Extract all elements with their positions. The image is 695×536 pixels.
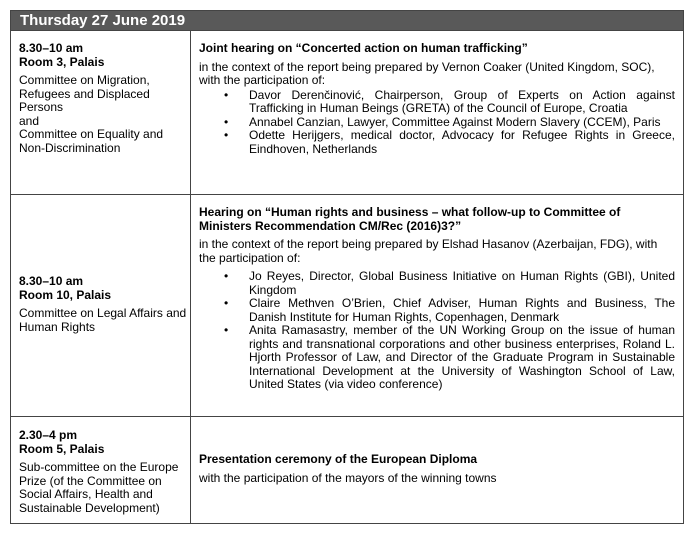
committee-name: Committee on Migration, Refugees and Displaced Persons: [19, 73, 150, 114]
session-details: [192, 417, 683, 523]
session-details: [192, 195, 683, 416]
participant-item: • Davor Derenčinović, Chairperson, Group of Experts on Action against Trafficking in Human Beings (GRETA) of the Council of Europe, Croatia: [199, 89, 675, 116]
participant-list: [199, 270, 675, 392]
session-details: [192, 31, 683, 194]
session-room: Room 5, Palais: [19, 441, 105, 456]
session-row: [11, 194, 683, 416]
session-context: in the context of the report being prepared by Vernon Coaker (United Kingdom, SOC), with the participation of:: [199, 59, 655, 87]
committee-conjunction: and: [19, 113, 40, 128]
schedule-table: [10, 10, 684, 524]
participant-item: • Odette Herijgers, medical doctor, Advocacy for Refugee Rights in Greece, Eindhoven, Netherlands: [199, 129, 675, 156]
session-title: Presentation ceremony of the European Diploma: [199, 452, 478, 466]
day-header: Thursday 27 June 2019: [11, 11, 683, 30]
committee-name: Committee on Equality and Non-Discrimination: [19, 127, 164, 155]
participant-item: • Claire Methven O’Brien, Chief Adviser, Human Rights and Business, The Danish Institute for Human Rights, Copenhagen, Denmark: [199, 297, 675, 324]
committee-name: Sub-committee on the Europe Prize (of the Committee on Social Affairs, Health and Sustainable Development): [19, 460, 179, 515]
participant-item: • Jo Reyes, Director, Global Business Initiative on Human Rights (GBI), United Kingdom: [199, 270, 675, 297]
session-row: [11, 30, 683, 194]
committee-name: Committee on Legal Affairs and Human Rights: [19, 306, 187, 334]
session-time: 2.30–4 pm: [19, 428, 78, 442]
participant-item: • Annabel Canzian, Lawyer, Committee Against Modern Slavery (CCEM), Paris: [199, 116, 675, 130]
session-context: in the context of the report being prepared by Elshad Hasanov (Azerbaijan, FDG), with the participation of:: [199, 237, 658, 265]
session-info: [11, 195, 191, 416]
session-room: Room 3, Palais: [19, 54, 105, 69]
participant-list: [199, 89, 675, 157]
session-title: Hearing on “Human rights and business – what follow-up to Committee of Ministers Recommendation CM/Rec (2016)3?”: [199, 205, 621, 233]
session-title: Joint hearing on “Concerted action on human trafficking”: [199, 41, 528, 55]
participant-item: • Anita Ramasastry, member of the UN Working Group on the issue of human rights and transnational corporations and other business enterprises, Roland L. Hjorth Professor of Law, and Director of the Graduate Program in Sustainable International Development at the University of Washington School of Law, United States (via video conference): [199, 324, 675, 392]
session-info: [11, 31, 191, 194]
session-info: [11, 417, 191, 523]
session-row: [11, 416, 683, 523]
session-time: 8.30–10 am: [19, 274, 84, 288]
session-time: 8.30–10 am: [19, 41, 84, 55]
session-context: with the participation of the mayors of the winning towns: [199, 470, 497, 485]
session-room: Room 10, Palais: [19, 287, 112, 302]
